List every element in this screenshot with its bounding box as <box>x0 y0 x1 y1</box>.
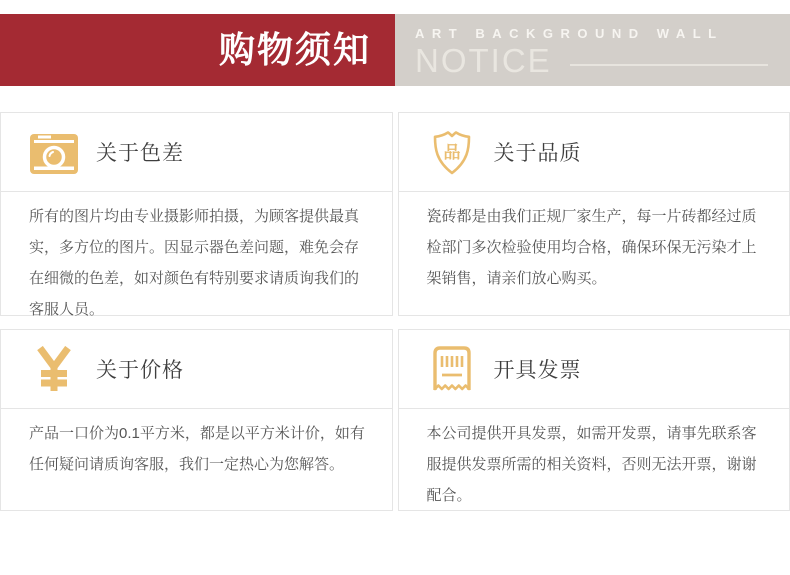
banner-title-area <box>0 14 395 86</box>
invoice-receipt-icon <box>427 344 477 394</box>
card-head <box>399 330 790 409</box>
quality-shield-icon <box>427 127 477 177</box>
banner-notice-row <box>415 44 790 77</box>
notice-card-color-difference <box>0 112 393 316</box>
notice-grid <box>0 112 790 511</box>
notice-card-price <box>0 329 393 511</box>
card-head <box>399 113 790 192</box>
page-title: 购物须知 <box>219 32 371 68</box>
notice-card-quality <box>398 112 790 316</box>
card-body-text: 本公司提供开具发票，如需开发票，请事先联系客服提供发票所需的相关资料，否则无法开票，谢谢配合。 <box>399 409 790 511</box>
card-title: 开具发票 <box>494 354 582 384</box>
banner-notice-label: NOTICE <box>415 44 552 77</box>
card-head <box>1 330 392 409</box>
card-body-text: 瓷砖都是由我们正规厂家生产，每一片砖都经过质检部门多次检验使用均合格，确保环保无污染才上架销售，请亲们放心购买。 <box>399 192 790 294</box>
page-header <box>0 14 790 86</box>
card-title: 关于色差 <box>96 137 184 167</box>
yuan-price-icon <box>29 344 79 394</box>
card-body-text: 所有的图片均由专业摄影师拍摄，为顾客提供最真实，多方位的图片。因显示器色差问题，难免会存在细微的色差，如对颜色有特别要求请质询我们的客服人员。 <box>1 192 392 325</box>
camera-icon <box>29 127 79 177</box>
card-title: 关于价格 <box>96 354 184 384</box>
decorative-line <box>570 64 768 66</box>
card-body-text: 产品一口价为0.1平方米，都是以平方米计价，如有任何疑问请质询客服，我们一定热心为您解答。 <box>1 409 392 480</box>
notice-card-invoice <box>398 329 790 511</box>
card-head <box>1 113 392 192</box>
card-title: 关于品质 <box>494 137 582 167</box>
banner-subtitle-area <box>395 14 790 86</box>
banner-subtitle: ART BACKGROUND WALL <box>415 26 790 41</box>
svg-text:品: 品 <box>443 143 460 163</box>
